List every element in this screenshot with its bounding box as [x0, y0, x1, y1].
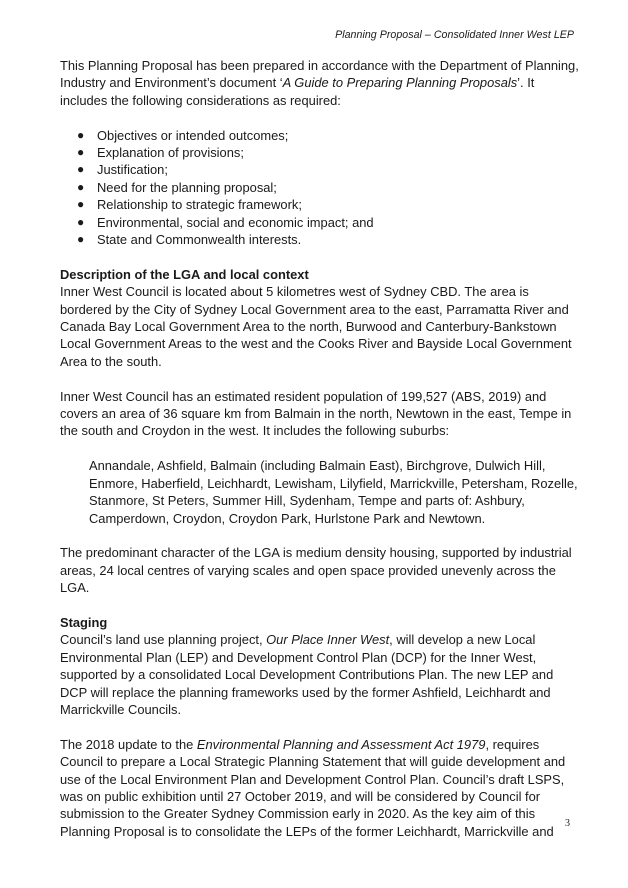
bullet-icon: ● — [77, 214, 85, 229]
list-item-text: Justification; — [97, 162, 168, 178]
staging-p2-after: , requires Council to prepare a Local Strategic Planning Statement that will guide development and use of the Local Environment Plan and Development Control Plan. Council’s draft LSPS, was on public exhibition until 27 October 2019, and will be considered by Council for submission to the Greater Sydney Commission early in 2020. As the key aim of this Planning Proposal is to consolidate the LEPs of the former Leichhardt, Marrickville and — [60, 736, 566, 839]
suburbs-list-paragraph: Annandale, Ashfield, Balmain (including Balmain East), Birchgrove, Dulwich Hill, Enmore, Haberfield, Leichhardt, Lewisham, Lilyfield, Marrickville, Petersham, Rozelle, Stanmore, St Peters, Summer Hill, Sydenham, Tempe and parts of: Ashbury, Camperdown, Croydon, Croydon Park, Hurlstone Park and Newtown. — [89, 458, 578, 526]
running-header: Planning Proposal – Consolidated Inner West LEP — [335, 29, 574, 41]
list-item-text: Objectives or intended outcomes; — [97, 127, 289, 143]
list-item-text: Relationship to strategic framework; — [97, 197, 302, 213]
intro-paragraph — [60, 57, 580, 109]
staging-paragraph-1 — [60, 631, 580, 718]
bullet-icon: ● — [77, 179, 85, 194]
list-item — [60, 179, 580, 196]
staging-p1-after: , will develop a new Local Environmental Plan (LEP) and Development Control Plan (DCP) for the Inner West, supported by a consolidated Local Development Contributions Plan. The new LEP and DCP will replace the planning frameworks used by the former Ashfield, Leichhardt and Marrickville Councils. — [60, 632, 554, 717]
staging-p2-before: The 2018 update to the — [60, 736, 197, 752]
list-item — [60, 196, 580, 213]
lga-location-paragraph: Inner West Council is located about 5 kilometres west of Sydney CBD. The area is bordered by the City of Sydney Local Government area to the east, Parramatta River and Canada Bay Local Government Area to the north, Burwood and Canterbury-Bankstown Local Government Areas to the west and the Cooks River and Bayside Local Government Area to the south. — [60, 284, 572, 369]
list-item-text: Explanation of provisions; — [97, 145, 244, 161]
list-item-text: Environmental, social and economic impact; and — [97, 214, 374, 230]
staging-section-heading: Staging — [60, 614, 108, 630]
list-item — [60, 231, 580, 248]
page-number: 3 — [565, 818, 570, 829]
document-body — [60, 57, 580, 840]
bullet-icon: ● — [77, 127, 85, 142]
staging-paragraph-2 — [60, 736, 580, 840]
list-item — [60, 214, 580, 231]
guide-document-title: A Guide to Preparing Planning Proposals — [282, 75, 518, 91]
bullet-icon: ● — [77, 197, 85, 212]
population-paragraph: Inner West Council has an estimated resident population of 199,527 (ABS, 2019) and covers an area of 36 square km from Balmain in the north, Newtown in the east, Tempe in the south and Croydon in the west. It includes the following suburbs: — [60, 388, 572, 439]
bullet-icon: ● — [77, 145, 85, 160]
staging-p1-before: Council’s land use planning project, — [60, 632, 267, 648]
list-item-text: Need for the planning proposal; — [97, 179, 277, 195]
list-item — [60, 161, 580, 178]
list-item — [60, 144, 580, 161]
list-item-text: State and Commonwealth interests. — [97, 232, 302, 248]
intro-text-after: ’. It includes the following considerations as required: — [60, 75, 535, 108]
bullet-icon: ● — [77, 232, 85, 247]
act-title: Environmental Planning and Assessment Act 1979 — [196, 736, 486, 752]
character-paragraph: The predominant character of the LGA is medium density housing, supported by industrial areas, 24 local centres of varying scales and open space provided unevenly across the LGA. — [60, 545, 572, 596]
list-item — [60, 127, 580, 144]
considerations-list — [60, 127, 580, 249]
bullet-icon: ● — [77, 162, 85, 177]
intro-text-before: This Planning Proposal has been prepared in accordance with the Department of Planning, Industry and Environment’s document ‘ — [60, 58, 579, 91]
project-title: Our Place Inner West — [266, 632, 390, 648]
lga-section-heading: Description of the LGA and local context — [60, 266, 309, 282]
